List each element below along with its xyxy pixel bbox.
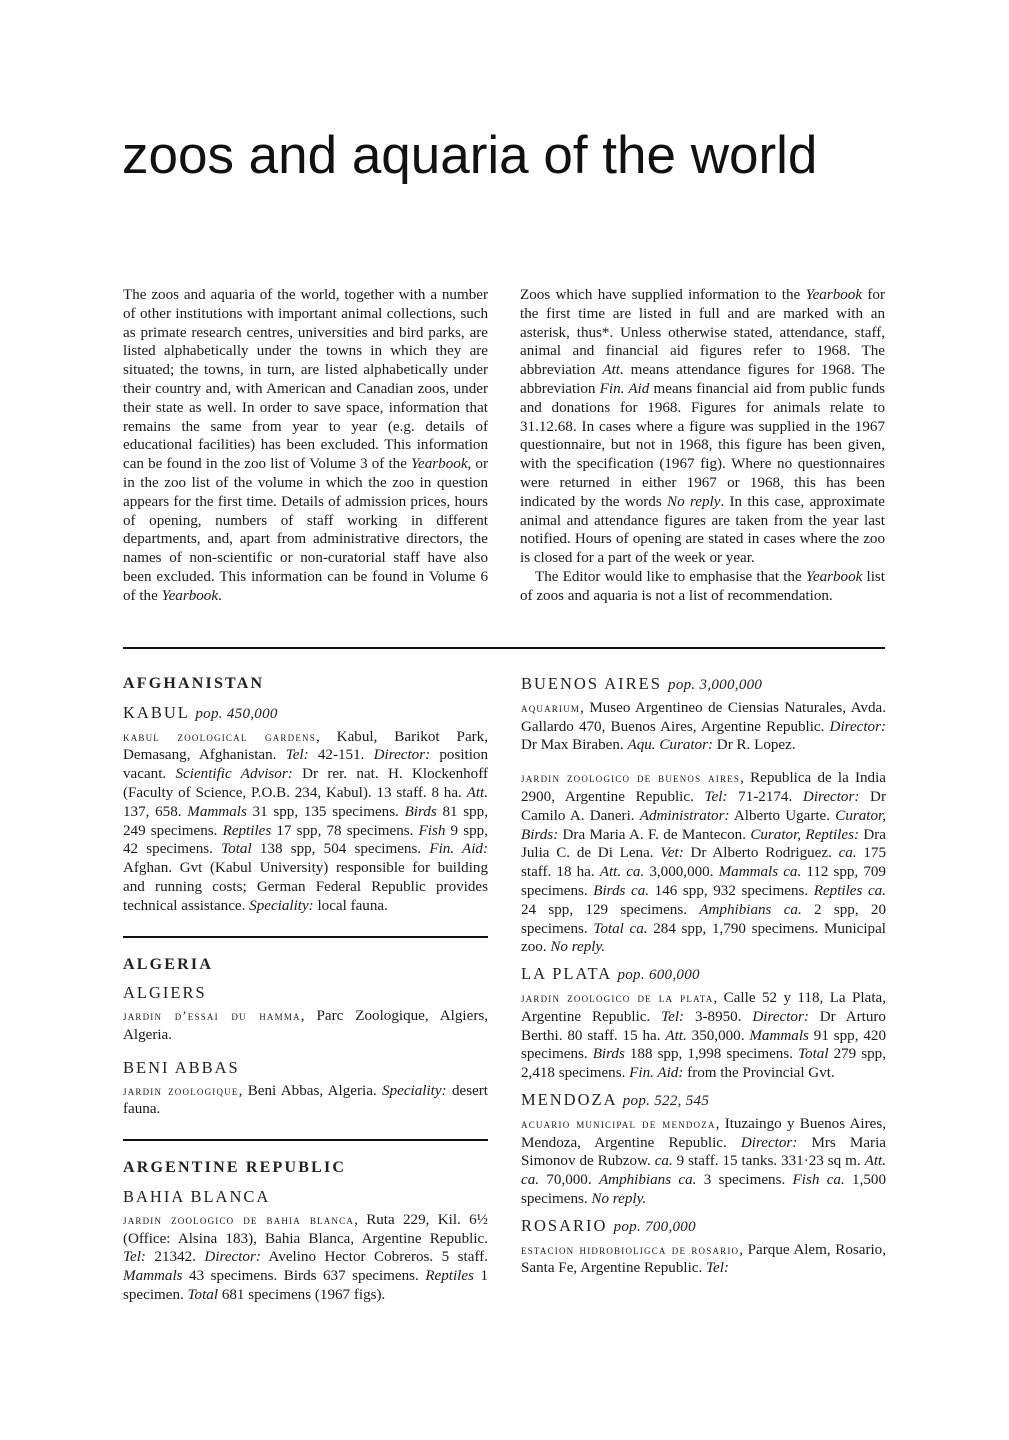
- intro-paragraph: [123, 286, 488, 606]
- field-label: Reptiles: [222, 822, 272, 839]
- entry-text: 2 spp, 20 specimens.: [521, 901, 886, 937]
- entry-text: 9 spp, 42 specimens.: [123, 822, 488, 858]
- field-label: Mammals ca.: [718, 864, 802, 881]
- entry-text: Dr Arturo Berthi. 80 staff. 15 ha.: [521, 1008, 886, 1044]
- field-label: Fish ca.: [792, 1172, 845, 1189]
- entry-text: Dr Alberto Rodriguez.: [683, 845, 839, 862]
- field-label: Att.: [466, 784, 488, 801]
- yearbook-ref: Yearbook: [161, 587, 219, 604]
- entry-text: position vacant.: [123, 747, 488, 783]
- field-label: Tel:: [661, 1008, 685, 1025]
- zoo-entry: [123, 1082, 488, 1120]
- entry-text: Dr rer. nat. H. Klockenhoff (Faculty of Science, P.O.B. 234, Kabul). 13 staff. 8 ha.: [123, 766, 488, 801]
- entry-text: 21342.: [145, 1249, 205, 1266]
- field-label: Director:: [802, 788, 860, 805]
- field-label: Fish: [418, 822, 446, 839]
- intro-text: , or in the zoo list of the volume in which the zoo in question appears for the first time. Details of admission prices, hours of opening, numbers of staff working in different departments, and, apart from administrative directors, the names of non-scientific or non-curatorial staff have also been excluded. This information can be found in Volume 6 of the: [123, 456, 489, 604]
- entry-text: Mrs Maria Simonov de Rubzow.: [521, 1134, 886, 1170]
- population: pop. 700,000: [613, 1218, 696, 1235]
- population: pop. 3,000,000: [668, 677, 763, 693]
- entry-text: Dr R. Lopez.: [713, 737, 796, 754]
- entry-text: Alberto Ugarte.: [729, 807, 836, 824]
- field-label: Mammals: [749, 1027, 809, 1044]
- field-label: Att. ca.: [599, 864, 645, 881]
- field-label: Total ca.: [593, 920, 648, 937]
- field-label: Fin. Aid:: [629, 1065, 684, 1082]
- intro-text: Zoos which have supplied information to the: [520, 287, 806, 303]
- intro-text: means attendance figures for 1968. The abbreviation: [520, 362, 885, 397]
- field-label: Reptiles ca.: [813, 882, 886, 899]
- field-label: Amphibians ca.: [598, 1172, 697, 1189]
- no-reply-note: No reply.: [550, 939, 606, 956]
- section-rule: [123, 647, 885, 649]
- field-label: Total: [187, 1286, 219, 1303]
- city-name: MENDOZA: [521, 1089, 617, 1109]
- intro-text: .: [218, 587, 222, 604]
- field-label: Reptiles: [425, 1268, 474, 1285]
- intro-right-column: [520, 286, 885, 606]
- city-name: LA PLATA: [521, 964, 612, 984]
- population: pop. 450,000: [195, 705, 278, 722]
- intro-text: means financial aid from public funds and donations for 1968. Figures for animals relate to 31.12.68. In cases where a figure was supplied in the 1967 questionnaire, but not in 1968, this figure has been given, with the specification (1967 fig). Where no questionnaires were returned in either 1967 or 1968, this has been indicated by the words: [520, 380, 885, 510]
- entry-text: 24 spp, 129 specimens.: [521, 901, 700, 918]
- entry-text: 3-8950.: [684, 1008, 753, 1025]
- field-label: Director:: [204, 1249, 261, 1266]
- field-label: Speciality:: [382, 1082, 447, 1099]
- entry-text: 279 spp, 2,418 specimens.: [521, 1046, 886, 1082]
- entry-text: Avelino Hector Cobreros. 5 staff.: [260, 1249, 488, 1266]
- intro-text: for the first time are listed in full and are marked with an asterisk, thus*. Unless otherwise stated, attendance, staff, animal and financial aid figures refer to 1968. The abbreviation: [520, 287, 885, 379]
- field-label: Aqu. Curator:: [627, 737, 714, 754]
- zoo-name: jardin zoologico de la plata: [521, 990, 714, 1005]
- entry-text: , Beni Abbas, Algeria.: [238, 1082, 383, 1099]
- zoo-name: acuario municipal de mendoza: [521, 1116, 716, 1131]
- city-heading: [123, 704, 488, 724]
- field-label: Att.: [665, 1027, 687, 1044]
- entry-text: Dr Camilo A. Daneri.: [521, 788, 886, 824]
- field-label: Total: [221, 841, 252, 858]
- zoo-name: kabul zoological gardens: [123, 729, 316, 744]
- fin-aid-abbr: Fin. Aid: [599, 380, 650, 397]
- city-heading: BENI ABBAS: [123, 1057, 240, 1077]
- field-label: Speciality:: [249, 897, 314, 914]
- field-label: Tel:: [285, 747, 309, 764]
- intro-text: The zoos and aquaria of the world, together with a number of other institutions with important animal collections, such as primate research centres, universities and bird parks, are listed alphabetically under the towns in which they are situated; the towns, in turn, are listed alphabetically under their country and, with American and Canadian zoos, under their state as well. In order to save space, information that remains the same from year to year (e.g. details of educational facilities) has been excluded. This information can be found in the zoo list of Volume 3 of the: [123, 287, 488, 473]
- entry-text: 681 specimens (1967 figs).: [218, 1286, 386, 1303]
- field-label: Mammals: [187, 803, 247, 820]
- field-label: Curator, Reptiles:: [750, 826, 860, 843]
- city-heading: [521, 1217, 886, 1237]
- field-label: Director:: [752, 1008, 809, 1025]
- field-label: Tel:: [704, 788, 728, 805]
- entry-text: 284 spp, 1,790 specimens. Municipal zoo.: [521, 920, 886, 956]
- entry-text: , Ruta 229, Kil. 6½ (Office: Alsina 183), Bahia Blanca, Argentine Republic.: [123, 1211, 488, 1247]
- entry-text: 112 spp, 709 specimens.: [521, 864, 886, 899]
- intro-text: list of zoos and aquaria is not a list of recommendation.: [520, 568, 886, 604]
- no-reply-abbr: No reply: [667, 493, 721, 510]
- entry-text: Dra Julia C. de Di Lena.: [521, 826, 886, 862]
- entry-text: 9 staff. 15 tanks. 331·23 sq m.: [672, 1153, 865, 1170]
- entry-text: 137, 658.: [123, 803, 188, 820]
- entry-text: 3,000,000.: [644, 864, 719, 881]
- entry-text: 3 specimens.: [696, 1172, 793, 1189]
- zoo-name: jardin zoologico de buenos aires: [521, 771, 741, 786]
- city-heading: [521, 965, 886, 985]
- yearbook-ref: Yearbook: [411, 456, 468, 473]
- field-label: Scientific Advisor:: [175, 766, 293, 783]
- country-heading: ARGENTINE REPUBLIC: [123, 1159, 347, 1177]
- zoo-entry: [521, 989, 886, 1083]
- yearbook-ref: Yearbook: [805, 287, 863, 303]
- entry-text: 42-151.: [308, 747, 374, 764]
- city-heading: [521, 675, 886, 695]
- field-label: Director:: [829, 718, 886, 735]
- field-label: Tel:: [123, 1249, 146, 1266]
- entry-text: local fauna.: [313, 897, 388, 914]
- zoo-entry: [123, 1007, 488, 1045]
- entry-text: 17 spp, 78 specimens.: [271, 822, 419, 839]
- zoo-entry: [521, 699, 886, 755]
- field-label: Birds: [404, 803, 437, 820]
- zoo-name: aquarium: [521, 700, 581, 715]
- entry-text: , Republica de la India 2900, Argentine Republic.: [521, 770, 886, 805]
- field-label: Vet:: [660, 845, 684, 862]
- intro-paragraph: [520, 286, 885, 568]
- country-divider: [123, 1139, 488, 1141]
- field-label: Birds ca.: [593, 882, 650, 899]
- city-name: ROSARIO: [521, 1215, 608, 1235]
- zoo-entry: [521, 1115, 886, 1209]
- zoo-name: jardin zoologico de bahia blanca: [123, 1212, 355, 1227]
- city-name: BUENOS AIRES: [521, 674, 662, 693]
- entry-text: Dra Maria A. F. de Mantecon.: [558, 826, 751, 843]
- entry-text: 81 spp, 249 specimens.: [123, 803, 488, 839]
- zoo-name: estacion hidrobioligca de rosario: [521, 1242, 740, 1257]
- field-label: Total: [798, 1046, 829, 1063]
- city-heading: BAHIA BLANCA: [123, 1186, 271, 1206]
- city-name: KABUL: [123, 702, 190, 722]
- entry-text: 43 specimens. Birds 637 specimens.: [182, 1268, 426, 1285]
- field-label: Birds: [592, 1046, 625, 1063]
- entry-text: 146 spp, 932 specimens.: [649, 882, 814, 899]
- field-label: Curator, Birds:: [521, 807, 886, 843]
- entry-text: , Parque Alem, Rosario, Santa Fe, Argentine Republic.: [521, 1241, 886, 1277]
- entry-text: Dr Max Biraben.: [521, 737, 628, 754]
- country-heading: AFGHANISTAN: [123, 675, 265, 692]
- att-abbr: Att.: [602, 362, 624, 379]
- field-label: Administrator:: [639, 807, 730, 824]
- city-heading: [521, 1091, 886, 1111]
- zoo-entry: [521, 769, 886, 957]
- population: pop. 600,000: [617, 967, 700, 984]
- field-label: Director:: [373, 747, 431, 764]
- entry-text: from the Provincial Gvt.: [683, 1065, 835, 1082]
- field-label: Tel:: [706, 1260, 729, 1277]
- entry-text: , Ituzaingo y Buenos Aires, Mendoza, Argentine Republic.: [521, 1115, 886, 1151]
- field-label: Amphibians ca.: [699, 901, 802, 918]
- zoo-name: jardin zoologique: [123, 1083, 239, 1098]
- entry-text: 31 spp, 135 specimens.: [246, 803, 405, 820]
- zoo-name: jardin d’essai du hamma: [123, 1009, 301, 1024]
- zoo-entry: [521, 1241, 886, 1279]
- population: pop. 522, 545: [622, 1092, 710, 1109]
- entry-text: Afghan. Gvt (Kabul University) responsible for building and running costs; German Federal Republic provides technical assistance.: [123, 860, 488, 914]
- zoo-entry: [123, 1211, 488, 1305]
- field-label: ca.: [838, 845, 857, 862]
- entry-text: , Parc Zoologique, Algiers, Algeria.: [123, 1008, 488, 1043]
- entry-text: , Museo Argentineo de Ciensias Naturales, Avda. Gallardo 470, Buenos Aires, Argentine Republic.: [521, 699, 886, 735]
- field-label: Fin. Aid:: [429, 841, 488, 858]
- entry-text: , Calle 52 y 118, La Plata, Argentine Republic.: [521, 989, 886, 1025]
- entry-text: 175 staff. 18 ha.: [521, 845, 886, 881]
- country-divider: [123, 936, 488, 938]
- listing-left-column: [123, 675, 488, 1305]
- entry-text: 91 spp, 420 specimens.: [521, 1027, 886, 1063]
- entry-text: 138 spp, 504 specimens.: [251, 841, 430, 858]
- intro-text: . In this case, approximate animal and attendance figures are taken from the year last notified. Hours of opening are stated in cases where the zoo is closed for a part of the week or year.: [520, 493, 886, 567]
- field-label: Director:: [740, 1134, 798, 1151]
- page-title: zoos and aquaria of the world: [122, 126, 818, 185]
- country-heading: ALGERIA: [123, 955, 214, 973]
- entry-text: 71-2174.: [727, 788, 803, 805]
- intro-text: The Editor would like to emphasise that the: [535, 568, 806, 585]
- entry-text: 1 specimen.: [123, 1268, 488, 1303]
- intro-paragraph: [520, 568, 885, 606]
- field-label: Mammals: [123, 1268, 183, 1285]
- field-label: ca.: [654, 1153, 673, 1170]
- field-label: Att. ca.: [521, 1153, 886, 1189]
- entry-text: , Kabul, Barikot Park, Demasang, Afghanistan.: [123, 728, 488, 764]
- entry-text: 188 spp, 1,998 specimens.: [624, 1046, 799, 1063]
- entry-text: 70,000.: [539, 1172, 599, 1189]
- intro-left-column: [123, 286, 488, 606]
- entry-text: desert fauna.: [123, 1082, 488, 1118]
- yearbook-ref: Yearbook: [805, 568, 863, 585]
- entry-text: 1,500 specimens.: [521, 1172, 886, 1207]
- zoo-entry: [123, 728, 488, 916]
- city-heading: ALGIERS: [123, 983, 207, 1003]
- entry-text: 350,000.: [686, 1027, 750, 1044]
- listing-right-column: [521, 675, 886, 1278]
- no-reply-note: No reply.: [591, 1190, 647, 1207]
